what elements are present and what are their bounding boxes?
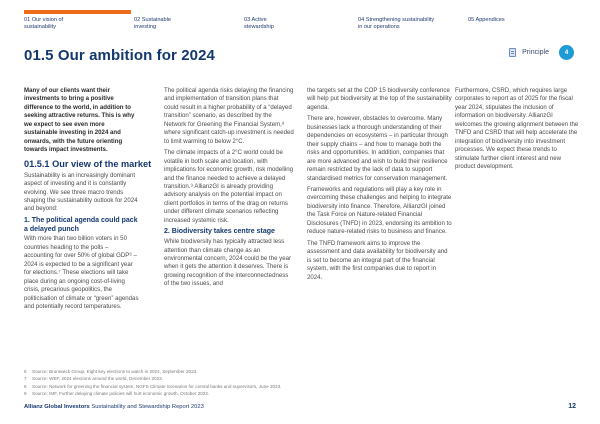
principle-label: Principle <box>522 49 549 56</box>
nav-item-operations[interactable] <box>358 10 478 31</box>
nav-item-label: in our operations <box>358 24 400 30</box>
column-2 <box>164 87 294 292</box>
footer-report-title: Sustainability and Stewardship Report 2023 <box>89 404 204 410</box>
paragraph: With more than two billion voters in 50 countries heading to the polls – accounting for over 50% of global GDP⁶ – 2024 is expected to be a significant year for elections.⁷ These elections will take place during an ongoing cost-of-living crisis, precarious geopolitics, the politicisation of climate or “green” agendas and potentially record temperatures. <box>24 235 139 311</box>
page-footer <box>24 404 204 410</box>
nav-item-label: 01 Our vision of <box>24 17 64 23</box>
page-number: 12 <box>568 403 576 410</box>
paragraph: Sustainability is an increasingly dominant aspect of investing and it is constantly evolving. We see three macro trends shaping the sustainability outlook for 2024 and beyond: <box>24 171 138 213</box>
paragraph: The political agenda risks delaying the financing and implementation of transition plans that could result in a higher probability of a “delayed transition” scenario, as described by the Network for Greening the Financial System,⁸ where significant catch-up investment is needed to limit warming to below 2°C. <box>164 87 294 145</box>
principle-number-badge: 4 <box>559 45 574 60</box>
nav-item-label: sustainability <box>24 24 57 30</box>
page-title: 01.5 Our ambition for 2024 <box>24 47 215 64</box>
footnote: 8 Source: Network for greening the financial system, NGFS Climate Scenarios for central banks and supervisors, June 2023. <box>24 383 282 389</box>
nav-item-vision[interactable] <box>24 10 124 31</box>
nav-item-label: 03 Active <box>244 17 267 23</box>
nav-item-label: 04 Strengthening sustainability <box>358 17 435 23</box>
nav-item-label: 02 Sustainable <box>134 17 172 23</box>
nav-item-sustainable-investing[interactable] <box>134 10 234 31</box>
section-heading: 01.5.1 Our view of the market <box>24 158 152 169</box>
column-1 <box>24 87 152 315</box>
paragraph: Frameworks and regulations will play a key role in overcoming these challenges and helping to integrate biodiversity into finance. Therefore, AllianzGI joined the Task Force on Nature-related Financial Disclosures (TNFD) in 2023, endorsing its ambition to reduce nature-related risks to business and finance. <box>307 185 452 236</box>
section-navigation <box>24 10 576 38</box>
footnote: 6 Source: Brunswick Group, Eight key elections to watch in 2024, September 2023. <box>24 369 198 374</box>
paragraph: The climate impacts of a 2°C world could be volatile in both scale and location, with implications for economic growth, risk modelling and the finance needed to achieve a delayed transition.⁹ AllianzGI is already providing advisory analysis on the potential impact on client portfolios in terms of the drag on returns under different climate scenarios reflecting increased systemic risk. <box>164 149 294 224</box>
nav-item-label: stewardship <box>244 24 274 30</box>
footnote: 7 Source: WEF, 2024 elections around the world, December 2023. <box>24 376 163 382</box>
footer-brand: Allianz Global Investors <box>24 404 90 410</box>
column-4 <box>455 87 580 175</box>
paragraph: Furthermore, CSRD, which requires large corporates to report as of 2025 for the fiscal year 2024, stipulates the inclusion of information on biodiversity. AllianzGI welcomes the growing alignment between the TNFD and CSRD that will help accelerate the integration of biodiversity into investment processes. We expect these trends to stimulate further client interest and new product development. <box>455 87 579 171</box>
nav-item-active-stewardship[interactable] <box>244 10 344 31</box>
nav-item-label: 05 Appendices <box>468 17 505 23</box>
document-icon <box>509 48 516 57</box>
principle-link[interactable] <box>509 45 574 60</box>
footnotes <box>24 368 281 398</box>
paragraph: the targets set at the COP 15 biodiversity conference will help put biodiversity at the top of the sustainability agenda. <box>307 87 452 111</box>
nav-item-label: investing <box>134 24 157 30</box>
paragraph: While biodiversity has typically attracted less attention than climate change as an environmental concern, 2024 could be the year when it gets the attention it deserves. There is growing recognition of the interconnectedness of the two issues, and <box>164 238 292 288</box>
footnote: 9 Source: IMF, Further delaying climate policies will hurt economic growth, October 2022. <box>24 391 210 397</box>
trend-heading-1: 1. The political agenda could pack a delayed punch <box>24 216 138 233</box>
nav-item-appendices[interactable] <box>468 10 568 24</box>
paragraph: There are, however, obstacles to overcome. Many businesses lack a thorough understanding of their dependencies on ecosystems – in particular through their supply chains – and how to manage both the risks and opportunities. In addition, companies that are more advanced and wish to build their resilience remain restricted by the lack of data to support standardised metrics for conservation management. <box>307 115 448 182</box>
paragraph: The TNFD framework aims to improve the assessment and data availability for biodiversity and is set to become an integral part of the financial system, with the first companies due to report in 2024. <box>307 239 448 281</box>
column-3 <box>307 87 452 285</box>
intro-paragraph: Many of our clients want their investments to bring a positive difference to the world, in addition to seeking attractive returns. This is why we expect to see even more sustainable investing in 2024 and onwards, with the future orienting towards impact investments. <box>24 87 135 154</box>
trend-heading-2: 2. Biodiversity takes centre stage <box>164 228 275 236</box>
